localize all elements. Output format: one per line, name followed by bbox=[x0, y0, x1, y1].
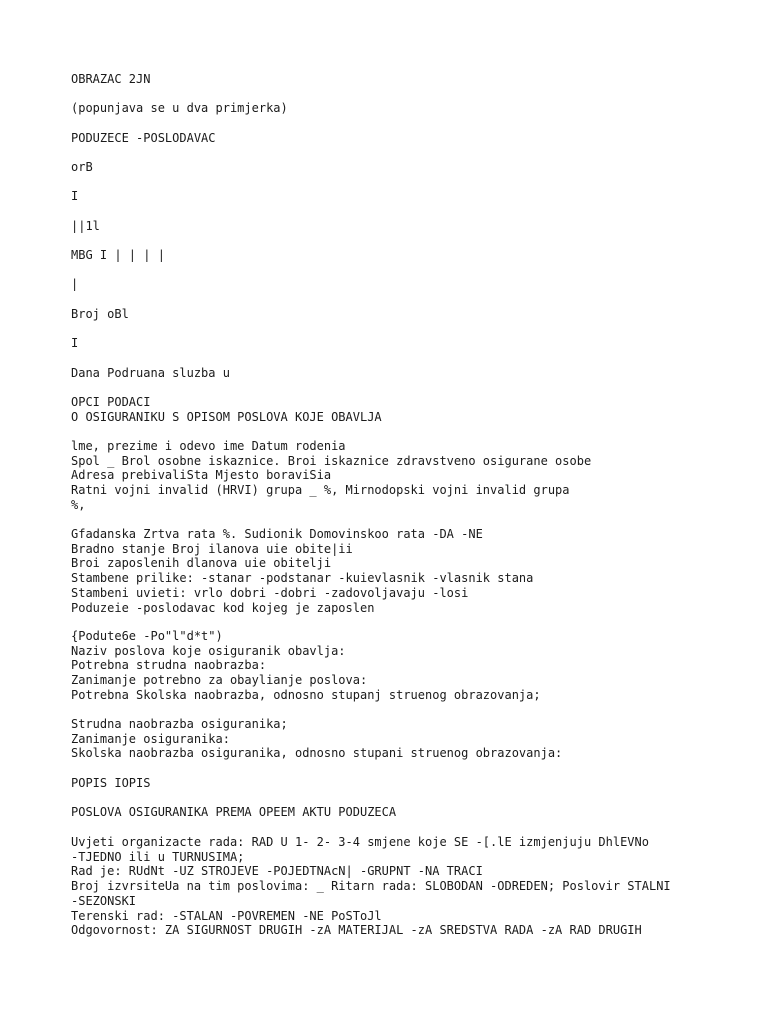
text-line: %, bbox=[71, 497, 86, 512]
text-line: Gfadanska Zrtva rata %. Sudionik Domovinskoo rata -DA -NE bbox=[71, 527, 483, 541]
text-paragraph bbox=[71, 160, 93, 175]
text-line: -SEZONSKI bbox=[71, 893, 137, 908]
text-line: | bbox=[71, 277, 79, 291]
text-line: MBG I | | | | bbox=[71, 248, 165, 262]
text-paragraph bbox=[71, 72, 150, 87]
text-line: OBRAZAC 2JN bbox=[71, 72, 151, 86]
text-line: POSLOVA OSIGURANIKA PREMA OPEEM AKTU PODUZECA bbox=[71, 805, 397, 819]
text-line: Strudna naobrazba osiguranika; bbox=[71, 717, 288, 731]
text-line: Dana Podruana sluzba u bbox=[71, 366, 230, 380]
text-paragraph bbox=[71, 248, 165, 263]
text-line: Zanimanje osiguranika: bbox=[71, 731, 230, 746]
text-paragraph bbox=[71, 131, 216, 146]
text-line: PODUZECE -POSLODAVAC bbox=[71, 131, 216, 145]
text-line: Broj oBl bbox=[71, 307, 129, 321]
text-line: Skolska naobrazba osiguranika, odnosno stupani struenog obrazovanja: bbox=[71, 746, 563, 761]
text-paragraph bbox=[71, 395, 382, 424]
text-line: orB bbox=[71, 160, 93, 174]
text-paragraph bbox=[71, 307, 129, 322]
text-line: Ratni vojni invalid (HRVI) grupa _ %, Mirnodopski vojni invalid grupa bbox=[71, 483, 570, 498]
text-line: Naziv poslova koje osiguranik obavlja: bbox=[71, 643, 346, 658]
text-paragraph bbox=[71, 527, 533, 615]
text-line: OPCI PODACI bbox=[71, 395, 151, 409]
text-line: Poduzeie -poslodavac kod kojeg je zaposlen bbox=[71, 600, 375, 615]
text-paragraph bbox=[71, 336, 78, 351]
text-line: Stambene prilike: -stanar -podstanar -kuievlasnik -vlasnik stana bbox=[71, 571, 534, 586]
text-paragraph bbox=[71, 189, 78, 204]
text-line: Spol _ Brol osobne iskaznice. Broi iskaznice zdravstveno osigurane osobe bbox=[71, 453, 592, 468]
text-line: Stambeni uvieti: vrlo dobri -dobri -zadovoljavaju -losi bbox=[71, 585, 469, 600]
text-line: Rad je: RUdNt -UZ STROJEVE -POJEDTNAcN| -GRUPNT -NA TRACI bbox=[71, 864, 483, 879]
text-line: Terenski rad: -STALAN -POVREMEN -NE PoSToJl bbox=[71, 908, 382, 923]
text-line: I bbox=[71, 336, 79, 350]
text-line: -TJEDNO ili u TURNUSIMA; bbox=[71, 849, 245, 864]
text-line: (popunjava se u dva primjerka) bbox=[71, 101, 288, 115]
text-paragraph bbox=[71, 717, 562, 761]
text-paragraph bbox=[71, 277, 78, 292]
text-paragraph bbox=[71, 805, 396, 820]
text-line: Uvjeti organizacte rada: RAD U 1- 2- 3-4 smjene koje SE -[.lE izmjenjuju DhlEVNo bbox=[71, 835, 649, 849]
text-line: Potrebna Skolska naobrazba, odnosno stupanj struenog obrazovanja; bbox=[71, 687, 541, 702]
text-line: Broi zaposlenih dlanova uie obitelji bbox=[71, 556, 332, 571]
text-paragraph bbox=[71, 101, 288, 116]
text-paragraph bbox=[71, 219, 100, 234]
text-paragraph bbox=[71, 776, 150, 791]
text-line: I bbox=[71, 189, 79, 203]
text-line: lme, prezime i odevo ime Datum rodenia bbox=[71, 439, 346, 453]
text-line: {Podute6e -Po"l"d*t") bbox=[71, 629, 223, 643]
text-line: Bradno stanje Broj ilanova uie obite|ii bbox=[71, 541, 353, 556]
text-line: POPIS IOPIS bbox=[71, 776, 151, 790]
text-paragraph bbox=[71, 835, 671, 938]
text-line: Potrebna strudna naobrazba: bbox=[71, 658, 267, 673]
text-paragraph bbox=[71, 439, 591, 513]
text-paragraph bbox=[71, 366, 230, 381]
text-line: Adresa prebivaliSta Mjesto boraviSia bbox=[71, 468, 332, 483]
text-line: Zanimanje potrebno za obaylianje poslova: bbox=[71, 673, 368, 688]
text-line: ||1l bbox=[71, 219, 100, 233]
text-paragraph bbox=[71, 629, 541, 703]
text-line: O OSIGURANIKU S OPISOM POSLOVA KOJE OBAVLJA bbox=[71, 409, 382, 424]
text-line: Odgovornost: ZA SIGURNOST DRUGIH -zA MATERIJAL -zA SREDSTVA RADA -zA RAD DRUGIH bbox=[71, 923, 642, 938]
text-line: Broj izvrsiteUa na tim poslovima: _ Ritarn rada: SLOBODAN -ODREDEN; Poslovir STALNI bbox=[71, 879, 671, 894]
